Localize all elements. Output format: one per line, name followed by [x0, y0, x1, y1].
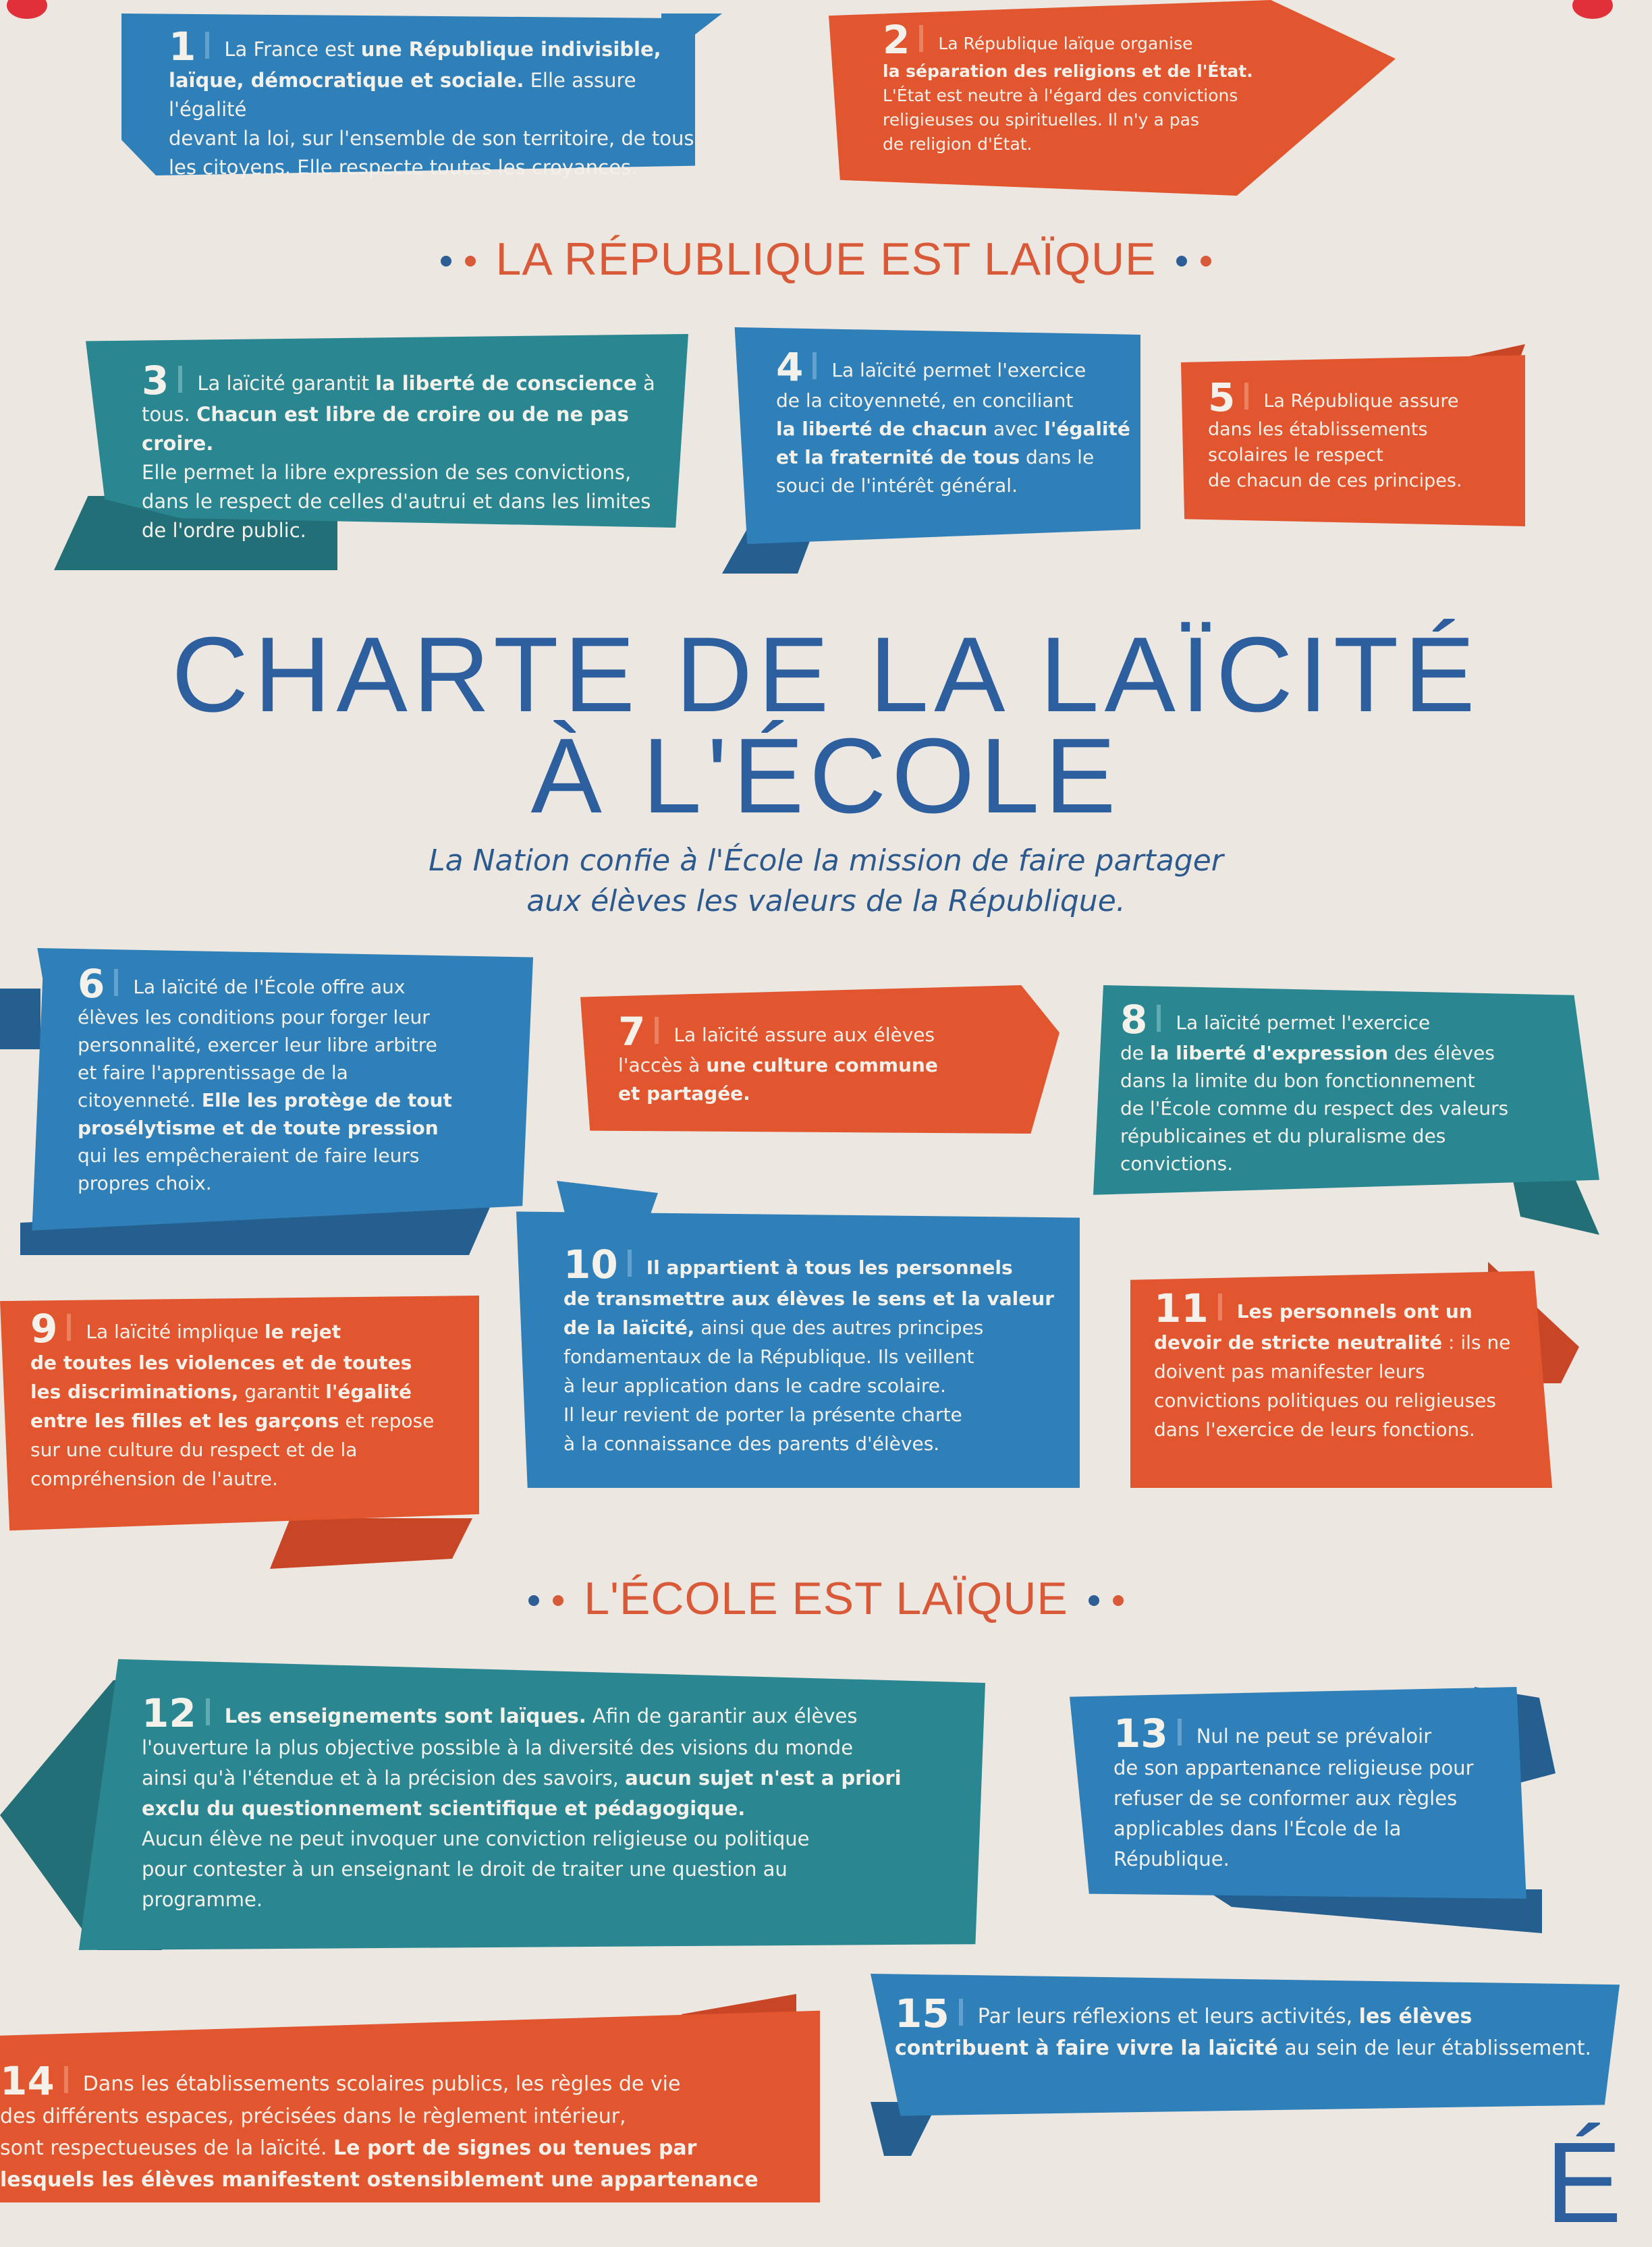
article-10 — [516, 1181, 1080, 1488]
article-8-number: 8 — [1120, 997, 1148, 1043]
article-13-text: 13 Nul ne peut se prévaloir de son appartenance religieuse pour refuser de se conformer aux règles applicables dans l'École de la République. — [1113, 1711, 1474, 1870]
article-5 — [1181, 344, 1525, 526]
article-8-text: 8 La laïcité permet l'exercice de la liberté d'expression des élèves dans la limite du bon fonctionnement de l'École comme du respect des valeurs républicaines et du pluralisme des convictions. — [1120, 997, 1509, 1175]
article-15-number: 15 — [895, 1991, 949, 2036]
article-7-number: 7 — [618, 1009, 646, 1055]
article-4-number: 4 — [776, 344, 804, 390]
article-7 — [580, 985, 1059, 1134]
article-6-text: 6 La laïcité de l'École offre aux élèves les conditions pour forger leur personnalité, exercer leur libre arbitre et faire l'apprentissage de la citoyenneté. Elle les protège de tout prosélytisme et de toute pression qui les empêcheraient de faire leurs propres choix. — [78, 961, 452, 1194]
article-13 — [1070, 1687, 1555, 1933]
article-10-number: 10 — [563, 1242, 618, 1287]
article-2 — [829, 0, 1396, 196]
article-7-text: 7 La laïcité assure aux élèves l'accès à une culture commune et partagée. — [618, 1009, 938, 1105]
main-title-line2: À L'ÉCOLE — [530, 717, 1122, 835]
article-2-number: 2 — [883, 17, 910, 63]
article-14-number: 14 — [0, 2058, 55, 2104]
pin-left — [7, 0, 47, 19]
article-9-number: 9 — [30, 1306, 58, 1352]
article-4-text: 4 La laïcité permet l'exercice de la citoyenneté, en conciliant la liberté de chacun avec l'égalité et la fraternité de tous dans le souci de l'intérêt général. — [776, 344, 1130, 497]
article-14 — [0, 1994, 820, 2202]
article-14-text: 14 Dans les établissements scolaires publics, les règles de vie des différents espaces, précisées dans le règlement intérieur, sont respectueuses de la laïcité. Le port de signes ou tenues par lesquels les élèves manifestent ostensiblement une appartenance — [0, 2058, 759, 2192]
article-11-text: 11 Les personnels ont un devoir de stricte neutralité : ils ne doivent pas manifester leurs convictions politiques ou religieuses dans l'exercice de leurs fonctions. — [1154, 1285, 1511, 1441]
article-12-number: 12 — [142, 1690, 196, 1736]
article-15-text: 15 Par leurs réflexions et leurs activités, les élèves contribuent à faire vivre la laïcité au sein de leur établissement. — [895, 1991, 1592, 2060]
article-5-text: 5 La République assure dans les établissements scolaires le respect de chacun de ces principes. — [1208, 374, 1462, 491]
article-11-number: 11 — [1154, 1285, 1209, 1331]
article-9 — [0, 1296, 479, 1569]
article-6-number: 6 — [78, 961, 105, 1007]
article-11 — [1130, 1262, 1579, 1488]
article-1 — [121, 13, 695, 179]
subtitle-line2: aux élèves les valeurs de la République. — [526, 884, 1126, 918]
article-3-text: 3 La laïcité garantit la liberté de conscience à tous. Chacun est libre de croire ou de ne pas croire. Elle permet la libre expression de ses convictions, dans le respect de celles d'autrui et dans les limites de l'ordre public. — [142, 358, 655, 542]
article-10-text: 10 Il appartient à tous les personnels de transmettre aux élèves le sens et la valeur de la laïcité, ainsi que des autres principes fondamentaux de la République. Ils veillent à leur application dans le cadre scolaire. Il leur revient de porter la présente charte à la connaissance des parents d'élèves. — [563, 1242, 1055, 1455]
article-1-text: 1 La France est une République indivisible, laïque, démocratique et sociale. Elle assure l'égalité devant la loi, sur l'ensemble de son territoire, de tous les citoyens. Elle respecte toutes les croyances. — [169, 24, 694, 179]
subtitle-line1: La Nation confie à l'École la mission de faire partager — [429, 843, 1223, 878]
main-title-line1: CHARTE DE LA LAÏCITÉ — [171, 615, 1481, 734]
section-ecole-title: L'ÉCOLE EST LAÏQUE — [0, 1572, 1652, 1625]
article-13-number: 13 — [1113, 1711, 1168, 1756]
article-15 — [871, 1974, 1620, 2156]
article-1-number: 1 — [169, 24, 196, 70]
article-2-text: 2 La République laïque organise la séparation des religions et de l'État. L'État est neutre à l'égard des convictions religieuses ou spirituelles. Il n'y a pas de religion d'État. — [883, 17, 1253, 154]
section-republique-title: LA RÉPUBLIQUE EST LAÏQUE — [0, 233, 1652, 285]
article-5-number: 5 — [1208, 374, 1236, 420]
pin-right — [1572, 0, 1613, 19]
article-3-number: 3 — [142, 358, 169, 404]
article-6 — [0, 948, 533, 1255]
article-8 — [1093, 985, 1599, 1235]
partial-e-glyph: É — [1545, 2119, 1622, 2247]
article-9-text: 9 La laïcité implique le rejet de toutes les violences et de toutes les discriminations, garantit l'égalité entre les filles et les garçons et repose sur une culture du respect et de la compréhension de l'autre. — [30, 1306, 435, 1490]
article-12 — [0, 1653, 985, 1950]
article-4 — [722, 327, 1140, 574]
article-3 — [54, 334, 688, 570]
article-12-text: 12 Les enseignements sont laïques. Afin de garantir aux élèves l'ouverture la plus objective possible à la diversité des visions du monde ainsi qu'à l'étendue et à la précision des savoirs, aucun sujet n'est a priori exclu du questionnement scientifique et pédagogique. Aucun élève ne peut invoquer une conviction religieuse ou politique pour contester à un enseignant le droit de traiter une question au programme. — [142, 1690, 902, 1911]
